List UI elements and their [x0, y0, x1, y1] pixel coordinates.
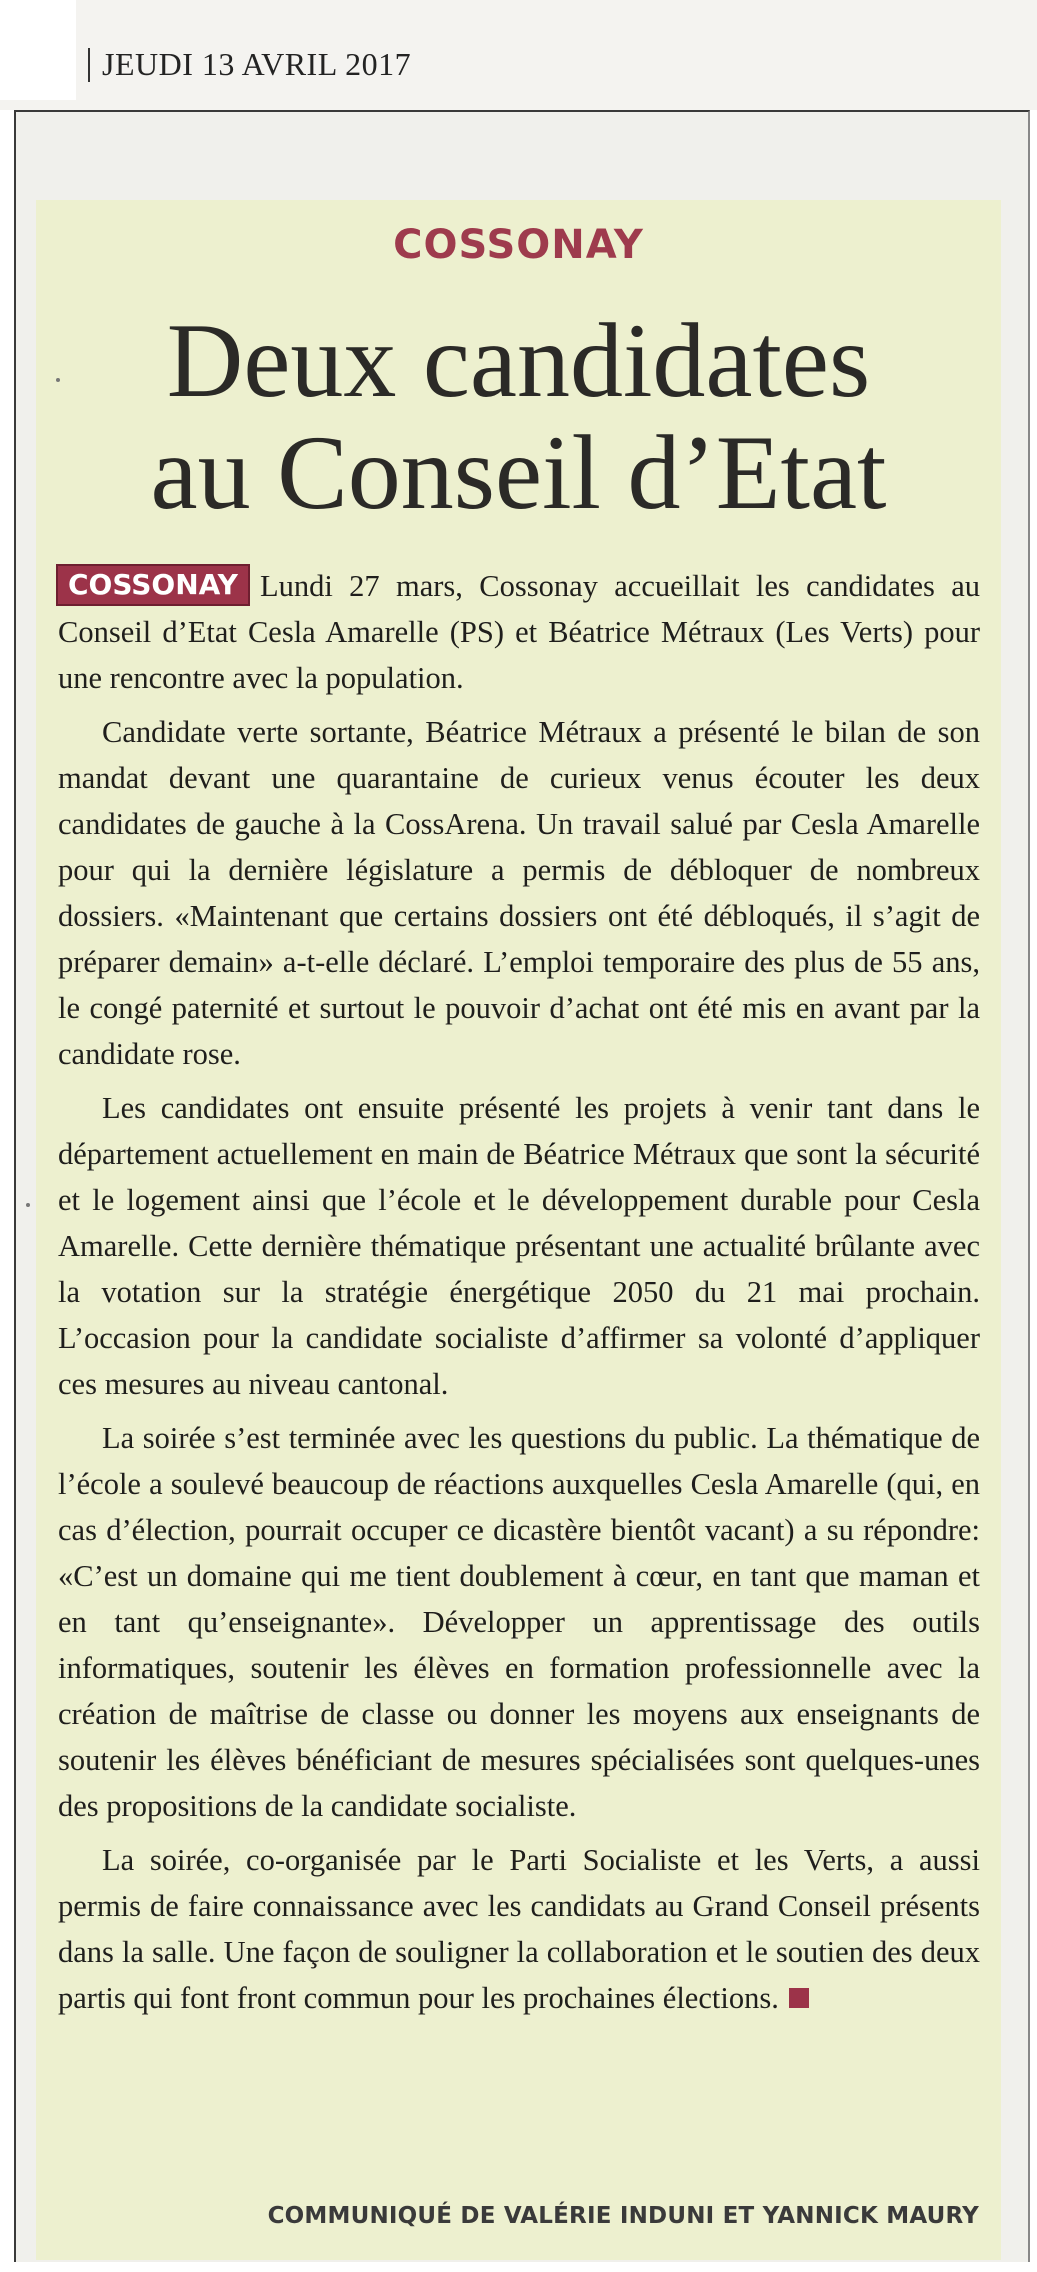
page-header [0, 0, 1037, 110]
scan-speck [56, 378, 60, 382]
end-mark-square [789, 1988, 809, 2008]
article-headline [36, 302, 1001, 531]
paragraph-5 [58, 1837, 980, 2021]
headline-line-2: au Conseil d’Etat [150, 414, 887, 531]
scan-speck [26, 1203, 30, 1207]
header-divider [88, 48, 90, 82]
article-kicker: COSSONAY [393, 222, 644, 268]
publication-date: JEUDI 13 AVRIL 2017 [102, 46, 412, 82]
paragraph-1 [58, 563, 980, 701]
article-byline: COMMUNIQUÉ DE VALÉRIE INDUNI ET YANNICK MAURY [267, 2203, 979, 2229]
paragraph-5-text: La soirée, co-organisée par le Parti Socialiste et les Verts, a aussi permis de faire connaissance avec les candidats au Grand Conseil présents dans la salle. Une façon de souligner la collaboration et le soutien des deux partis qui font front commun pour les prochaines élections. [58, 1843, 980, 2015]
dateline-tag: COSSONAY [58, 566, 248, 604]
paragraph-3: Les candidates ont ensuite présenté les projets à venir tant dans le département actuellement en main de Béatrice Métraux que sont la sécurité et le logement ainsi que l’école et le développement durable pour Cesla Amarelle. Cette dernière thématique présentant une actualité brûlante avec la votation sur la stratégie énergétique 2050 du 21 mai prochain. L’occasion pour la candidate socialiste d’affirmer sa volonté d’appliquer ces mesures au niveau cantonal. [58, 1091, 980, 1401]
article-body [58, 563, 980, 2029]
blank-corner [0, 0, 76, 100]
headline-line-1: Deux candidates [166, 302, 871, 419]
article [36, 200, 1001, 2260]
paragraph-2: Candidate verte sortante, Béatrice Métraux a présenté le bilan de son mandat devant une quarantaine de curieux venus écouter les deux candidates de gauche à la CossArena. Un travail salué par Cesla Amarelle pour qui la dernière législature a permis de débloquer de nombreux dossiers. «Maintenant que certains dossiers ont été débloqués, il s’agit de préparer demain» a-t-elle déclaré. L’emploi temporaire des plus de 55 ans, le congé paternité et surtout le pouvoir d’achat ont été mis en avant par la candidate rose. [58, 715, 980, 1071]
paragraph-4: La soirée s’est terminée avec les questions du public. La thématique de l’école a soulevé beaucoup de réactions auxquelles Cesla Amarelle (qui, en cas d’élection, pourrait occuper ce dicastère bientôt vacant) a su répondre: «C’est un domaine qui me tient doublement à cœur, en tant que maman et en tant qu’enseignante». Développer un apprentissage des outils informatiques, soutenir les élèves en formation professionnelle avec la création de maîtrise de classe ou donner les moyens aux enseignants de soutenir les élèves bénéficiant de mesures spécialisées sont quelques-unes des propositions de la candidate socialiste. [58, 1421, 980, 1823]
paragraph-1-text: Lundi 27 mars, Cossonay accueillait les candidates au Conseil d’Etat Cesla Amarelle (PS) et Béatrice Métraux (Les Verts) pour une rencontre avec la population. [58, 569, 980, 695]
